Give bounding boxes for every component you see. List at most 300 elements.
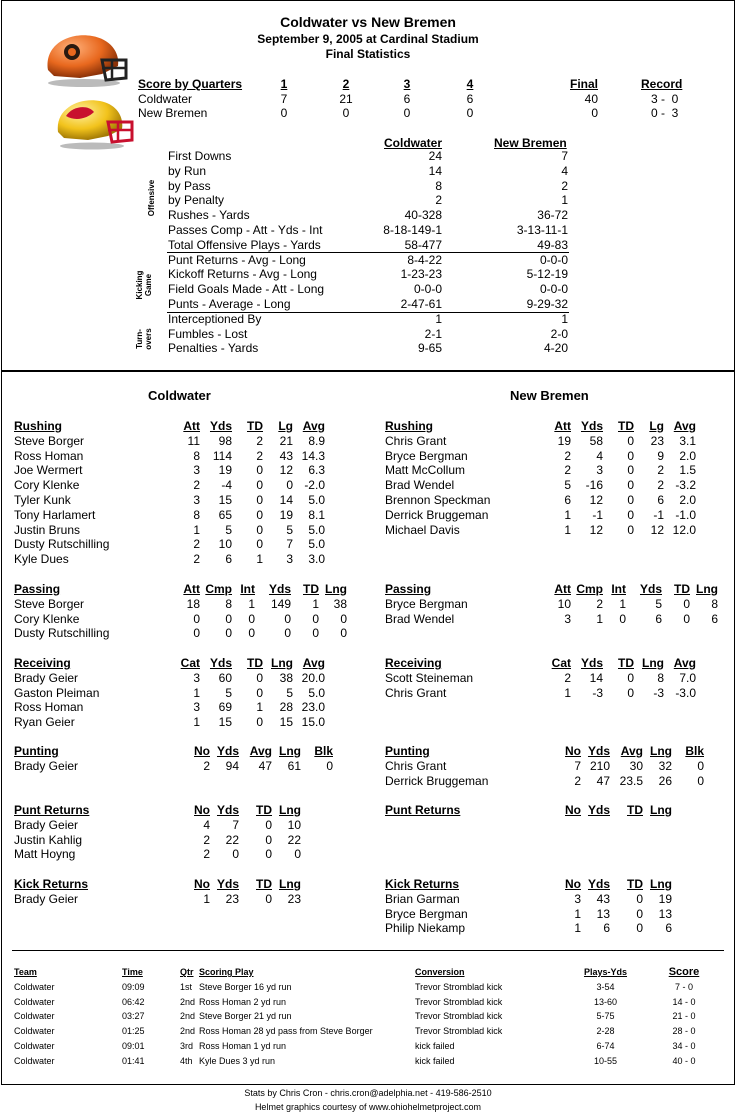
scoring-cell: 01:25 <box>122 1026 145 1037</box>
stat-value: 14 <box>279 492 293 507</box>
stat-column-header: No <box>565 803 581 817</box>
stat-value: 0 <box>256 478 263 493</box>
stat-column-header: Yds <box>587 803 610 817</box>
stat-value: 8 <box>657 670 664 685</box>
team-stat-team2-value: 2 <box>561 178 568 193</box>
team-stat-row <box>168 341 568 356</box>
team-stat-team1-value: 8-4-22 <box>407 252 442 267</box>
player-name: Cory Klenke <box>14 478 80 493</box>
stat-header-row <box>385 877 672 892</box>
stat-value: 98 <box>218 433 232 448</box>
team-stat-team1-value: 2-1 <box>424 326 442 341</box>
stat-value: 38 <box>279 670 293 685</box>
stat-value: 7.0 <box>679 670 696 685</box>
stat-column-header: Yds <box>639 582 662 596</box>
stat-column-header: Lng <box>650 803 672 817</box>
stat-player-row <box>385 463 696 478</box>
stat-value: 6 <box>711 611 718 626</box>
stat-column-header: Int <box>240 582 255 596</box>
stat-value: 0 <box>284 611 291 626</box>
player-name: Bryce Bergman <box>385 906 468 921</box>
scoring-cell: 3rd <box>180 1040 194 1051</box>
stat-header-row <box>385 803 672 818</box>
stat-player-row <box>385 612 718 627</box>
stat-value: 0 <box>225 626 232 641</box>
stat-header-row <box>385 419 696 434</box>
score-by-quarters-label: Score by Quarters <box>138 77 243 91</box>
stat-value: 8 <box>193 507 200 522</box>
player-name: Michael Davis <box>385 522 460 537</box>
team-stat-team2-value: 2-0 <box>550 326 568 341</box>
stat-section-title: Passing <box>14 582 61 596</box>
stat-value: 5 <box>286 522 293 537</box>
stat-value: 6 <box>603 921 610 936</box>
stat-value: 13 <box>596 906 610 921</box>
score-q4: 0 <box>466 106 474 120</box>
stat-column-header: Yds <box>587 877 610 891</box>
new-bremen-punt-returns-table <box>385 803 672 818</box>
stat-column-header: No <box>565 744 581 758</box>
stat-value: 5 <box>564 478 571 493</box>
stat-player-row <box>14 493 325 508</box>
scoring-cell: 34 - 0 <box>672 1040 696 1051</box>
scoring-play-row <box>14 1039 726 1054</box>
stat-value: 15.0 <box>301 715 325 730</box>
team-stat-label: Field Goals Made - Att - Long <box>168 282 325 297</box>
team-stat-team1-value: 14 <box>428 163 442 178</box>
stat-player-row <box>14 508 325 523</box>
stat-column-header: Lng <box>279 877 301 891</box>
stat-column-header: TD <box>256 877 272 891</box>
stat-value: 19 <box>557 433 571 448</box>
stat-value: 2 <box>203 758 210 773</box>
team-stat-team1-value: 0-0-0 <box>413 282 442 297</box>
stat-column-header: Lg <box>649 419 664 433</box>
player-name: Cory Klenke <box>14 611 80 626</box>
stat-value: 23 <box>287 891 301 906</box>
scoring-cell: 2nd <box>180 1026 196 1037</box>
stat-player-row <box>14 847 301 862</box>
page-subtitle: Final Statistics <box>325 47 411 61</box>
score-q2: 21 <box>339 92 353 106</box>
player-name: Brennon Speckman <box>385 492 491 507</box>
scoring-cell: Kyle Dues 3 yd run <box>199 1055 276 1066</box>
stat-value: 4 <box>203 817 210 832</box>
team-stat-label: Total Offensive Plays - Yards <box>168 237 321 252</box>
stat-value: 15 <box>218 715 232 730</box>
stat-column-header: TD <box>618 656 634 670</box>
player-name: Brady Geier <box>14 891 79 906</box>
stat-header-row <box>14 744 333 759</box>
stat-section-title: Punt Returns <box>385 803 461 817</box>
stat-column-header: Lg <box>278 419 293 433</box>
q2-label: 2 <box>342 77 350 91</box>
stat-value: 0 <box>193 626 200 641</box>
stat-value: 47 <box>596 773 610 788</box>
player-name: Ross Homan <box>14 448 84 463</box>
stat-value: 0 <box>340 626 347 641</box>
stat-value: 0 <box>265 832 272 847</box>
stat-value: 0 <box>193 611 200 626</box>
coldwater-helmet-icon <box>40 30 130 88</box>
stat-value: 0 <box>256 715 263 730</box>
stat-column-header: Lng <box>650 877 672 891</box>
scoring-cell: 1st <box>180 981 193 992</box>
team-stat-team2-value: 9-29-32 <box>526 296 568 311</box>
stat-value: -3 <box>592 685 603 700</box>
team-stat-row <box>168 327 568 342</box>
stat-column-header: No <box>565 877 581 891</box>
stat-header-row <box>14 656 325 671</box>
team-stat-row <box>168 193 568 208</box>
stat-value: 0 <box>627 507 634 522</box>
stat-value: 6.3 <box>308 463 325 478</box>
stat-value: -3 <box>653 685 664 700</box>
scoring-cell: Ross Homan 1 yd run <box>199 1040 287 1051</box>
stat-value: 10 <box>218 537 232 552</box>
score-q1: 7 <box>280 92 288 106</box>
stat-value: 1 <box>193 685 200 700</box>
stat-value: 0 <box>232 847 239 862</box>
player-name: Bryce Bergman <box>385 448 468 463</box>
stat-player-row <box>385 671 696 686</box>
stat-column-header: Lng <box>696 582 718 596</box>
stat-value: 2 <box>564 463 571 478</box>
stat-value: 1 <box>312 596 319 611</box>
stat-value: 19 <box>658 891 672 906</box>
stat-value: 0 <box>256 537 263 552</box>
turnovers-side-label: Turn-overs <box>135 328 153 350</box>
team-stat-team2-value: 1 <box>561 193 568 208</box>
scoring-cell: Coldwater <box>14 1055 55 1066</box>
stat-value: 43 <box>596 891 610 906</box>
stat-value: 2 <box>193 478 200 493</box>
scoring-cell: 5-75 <box>596 1011 615 1022</box>
stat-column-header: TD <box>256 803 272 817</box>
stat-column-header: Avg <box>620 744 643 758</box>
scoring-cell: Trevor Stromblad kick <box>415 1026 503 1037</box>
scoring-column-header: Scoring Play <box>199 967 254 977</box>
stat-value: -4 <box>221 478 232 493</box>
stat-value: 1 <box>256 700 263 715</box>
stat-value: 12 <box>650 522 664 537</box>
stat-value: 22 <box>287 832 301 847</box>
stat-value: 2 <box>564 448 571 463</box>
stat-value: 15 <box>279 715 293 730</box>
q3-label: 3 <box>403 77 411 91</box>
stat-value: 5 <box>225 522 232 537</box>
scoring-column-header: Plays-Yds <box>583 967 628 977</box>
stat-value: 0 <box>627 522 634 537</box>
coldwater-punt-returns-table <box>14 803 301 862</box>
stat-value: 10 <box>557 596 571 611</box>
scoring-cell: 2nd <box>180 996 196 1007</box>
stat-value: 114 <box>212 448 232 463</box>
stat-section-title: Rushing <box>385 419 433 433</box>
stat-value: 23 <box>650 433 664 448</box>
stat-value: 0 <box>340 611 347 626</box>
player-name: Brady Geier <box>14 817 79 832</box>
page-title: Coldwater vs New Bremen <box>280 14 456 30</box>
scoring-cell: kick failed <box>415 1040 455 1051</box>
stat-value: 0 <box>683 611 690 626</box>
stat-value: 2.0 <box>679 448 696 463</box>
stat-section-title: Receiving <box>385 656 442 670</box>
scoring-header-row <box>14 965 726 980</box>
team-stat-row <box>168 253 568 268</box>
team-stat-label: by Pass <box>168 178 211 193</box>
stat-value: 0 <box>225 611 232 626</box>
stat-section-title: Kick Returns <box>14 877 89 891</box>
stat-value: 28 <box>279 700 293 715</box>
player-name: Bryce Bergman <box>385 596 468 611</box>
stat-value: 2 <box>564 670 571 685</box>
stat-player-row <box>14 612 347 627</box>
team-stat-team1-value: 24 <box>428 149 442 163</box>
score-q2: 0 <box>342 106 350 120</box>
stat-player-row <box>14 715 325 730</box>
stat-player-row <box>14 892 301 907</box>
scoring-cell: Coldwater <box>14 996 55 1007</box>
team-stat-team2-value: 0-0-0 <box>539 252 568 267</box>
stat-value: 47 <box>258 758 272 773</box>
score-record: 3 - 0 <box>651 92 679 106</box>
player-name: Brady Geier <box>14 758 79 773</box>
team-stat-label: by Penalty <box>168 193 225 208</box>
stat-value: 4 <box>596 448 603 463</box>
stat-player-row <box>385 759 704 774</box>
stat-value: 23 <box>225 891 239 906</box>
stat-column-header: Yds <box>216 803 239 817</box>
stat-value: 2 <box>256 448 263 463</box>
player-name: Scott Steineman <box>385 670 474 685</box>
stat-column-header: Yds <box>216 744 239 758</box>
team-stat-label: First Downs <box>168 149 232 163</box>
stat-section-title: Punt Returns <box>14 803 90 817</box>
scoring-column-header: Score <box>668 966 700 978</box>
team-stat-row <box>168 223 568 238</box>
stat-column-header: TD <box>627 803 643 817</box>
stat-value: 0 <box>619 611 626 626</box>
team-stat-label: Punt Returns - Avg - Long <box>168 252 306 267</box>
stat-player-row <box>385 597 718 612</box>
scoring-cell: Trevor Stromblad kick <box>415 981 503 992</box>
player-name: Brad Wendel <box>385 611 455 626</box>
player-name: Chris Grant <box>385 685 447 700</box>
stat-value: -16 <box>585 478 603 493</box>
stat-value: 23.5 <box>619 773 643 788</box>
stat-value: -1 <box>592 507 603 522</box>
stat-value: 0 <box>326 758 333 773</box>
team-stat-team2-value: 7 <box>561 149 568 163</box>
scoring-summary-table <box>14 965 726 1069</box>
stat-value: 1 <box>596 611 603 626</box>
stat-column-header: Blk <box>314 744 333 758</box>
team-stat-team2-value: 4 <box>561 163 568 178</box>
stat-value: 15 <box>218 492 232 507</box>
stat-player-row <box>14 818 301 833</box>
team-stat-team1-value: 40-328 <box>404 208 442 223</box>
scoring-play-row <box>14 980 726 995</box>
new-bremen-receiving-table <box>385 656 696 700</box>
stat-value: 7 <box>574 758 581 773</box>
score-q3: 0 <box>403 106 411 120</box>
coldwater-receiving-table <box>14 656 325 730</box>
stat-value: 0 <box>265 847 272 862</box>
player-name: Ryan Geier <box>14 715 75 730</box>
team-stat-team1-value: 1 <box>435 311 442 326</box>
stat-value: 0 <box>683 596 690 611</box>
stat-value: 0 <box>265 817 272 832</box>
stat-value: 12 <box>589 492 603 507</box>
team-stat-team1-value: 58-477 <box>404 237 442 252</box>
stat-column-header: TD <box>247 419 263 433</box>
stat-value: 32 <box>658 758 672 773</box>
player-name: Justin Bruns <box>14 522 81 537</box>
stat-header-row <box>385 656 696 671</box>
new-bremen-helmet-icon <box>52 96 134 150</box>
stat-value: 0 <box>256 463 263 478</box>
team-stat-row <box>168 238 568 253</box>
stat-value: 18 <box>186 596 200 611</box>
stat-value: 30 <box>629 758 643 773</box>
stat-value: 3 <box>564 611 571 626</box>
stat-column-header: Att <box>554 419 571 433</box>
new-bremen-punting-table <box>385 744 704 788</box>
scoring-cell: 4th <box>180 1055 193 1066</box>
player-name: Tony Harlamert <box>14 507 96 522</box>
stat-value: 149 <box>270 596 291 611</box>
player-name: Brad Wendel <box>385 478 455 493</box>
stat-value: 12 <box>589 522 603 537</box>
stat-value: 1 <box>203 891 210 906</box>
scoring-cell: 7 - 0 <box>674 981 693 992</box>
player-name: Ross Homan <box>14 700 84 715</box>
scoring-cell: Ross Homan 28 yd pass from Steve Borger <box>199 1026 373 1037</box>
stat-value: 5 <box>225 685 232 700</box>
stat-value: 0 <box>627 478 634 493</box>
stat-column-header: No <box>194 744 210 758</box>
stat-value: -2.0 <box>304 478 325 493</box>
scoring-cell: Coldwater <box>14 981 55 992</box>
stat-value: 2 <box>203 832 210 847</box>
stat-column-header: Cat <box>551 656 571 670</box>
stat-header-row <box>385 744 704 759</box>
stat-value: 1 <box>248 596 255 611</box>
scoring-cell: 40 - 0 <box>672 1055 696 1066</box>
scoring-play-row <box>14 1024 726 1039</box>
stat-player-row <box>385 449 696 464</box>
stat-section-title: Punting <box>14 744 59 758</box>
player-name: Justin Kahlig <box>14 832 83 847</box>
stat-player-row <box>385 907 672 922</box>
stat-column-header: Cmp <box>205 582 232 596</box>
stat-column-header: Cmp <box>576 582 603 596</box>
score-final: 40 <box>584 92 598 106</box>
stat-value: 19 <box>218 463 232 478</box>
stat-column-header: Lng <box>650 744 672 758</box>
team-stats-header-team2: New Bremen <box>494 136 567 150</box>
stat-column-header: Att <box>183 582 200 596</box>
stat-value: 1 <box>564 522 571 537</box>
team-stat-label: by Run <box>168 163 207 178</box>
section-divider <box>1 370 735 372</box>
stat-column-header: Att <box>554 582 571 596</box>
stat-value: 3 <box>286 552 293 567</box>
stat-value: 7 <box>286 537 293 552</box>
stat-player-row <box>14 478 325 493</box>
scoring-cell: 09:01 <box>122 1040 145 1051</box>
scoring-cell: 10-55 <box>593 1055 618 1066</box>
stat-value: 2 <box>203 847 210 862</box>
q4-label: 4 <box>466 77 474 91</box>
stat-column-header: TD <box>627 877 643 891</box>
team-stat-team2-value: 5-12-19 <box>526 267 568 282</box>
scoring-cell: 09:09 <box>122 981 145 992</box>
stat-value: 0 <box>627 433 634 448</box>
stat-player-row <box>14 434 325 449</box>
stat-value: 6 <box>655 611 662 626</box>
scoring-cell: Trevor Stromblad kick <box>415 1011 503 1022</box>
stat-value: 2 <box>596 596 603 611</box>
offensive-side-label: Offensive <box>147 179 156 217</box>
stat-value: 8 <box>225 596 232 611</box>
stat-value: 0 <box>248 626 255 641</box>
stat-column-header: Yds <box>580 419 603 433</box>
stat-section-title: Kick Returns <box>385 877 460 891</box>
stat-value: 0 <box>256 685 263 700</box>
stat-value: 0 <box>256 670 263 685</box>
team-stats-table <box>168 149 568 356</box>
stat-value: 0 <box>636 906 643 921</box>
stat-value: 11 <box>187 433 200 448</box>
stat-value: 0 <box>312 611 319 626</box>
stat-value: 1 <box>564 507 571 522</box>
new-bremen-passing-table <box>385 582 718 626</box>
stat-value: -3.2 <box>675 478 696 493</box>
player-name: Derrick Bruggeman <box>385 773 489 788</box>
record-label: Record <box>641 77 683 91</box>
stat-section-title: Punting <box>385 744 430 758</box>
player-name: Joe Wermert <box>14 463 83 478</box>
score-final: 0 <box>591 106 598 120</box>
stat-value: 0 <box>636 891 643 906</box>
stat-value: 1 <box>574 921 581 936</box>
scoring-column-header: Team <box>14 967 37 977</box>
player-name: Brady Geier <box>14 670 79 685</box>
stat-value: 0 <box>256 507 263 522</box>
team-stat-team2-value: 4-20 <box>543 341 568 356</box>
stat-value: 0 <box>284 626 291 641</box>
scoring-cell: 2-28 <box>596 1026 615 1037</box>
stat-value: 60 <box>218 670 232 685</box>
team-stat-team1-value: 8 <box>435 178 442 193</box>
team-stat-label: Punts - Average - Long <box>168 296 291 311</box>
stat-value: 0 <box>627 670 634 685</box>
stat-value: 1 <box>619 596 626 611</box>
scoring-cell: Trevor Stromblad kick <box>415 996 503 1007</box>
stat-player-row <box>14 686 325 701</box>
team-stat-row <box>168 164 568 179</box>
stat-player-row <box>385 921 672 936</box>
stat-value: 8 <box>711 596 718 611</box>
stat-header-row <box>385 582 718 597</box>
stat-player-row <box>385 493 696 508</box>
stat-value: 2 <box>657 463 664 478</box>
stat-value: 0 <box>248 611 255 626</box>
stat-value: -3.0 <box>675 685 696 700</box>
team-stat-row <box>168 149 568 164</box>
